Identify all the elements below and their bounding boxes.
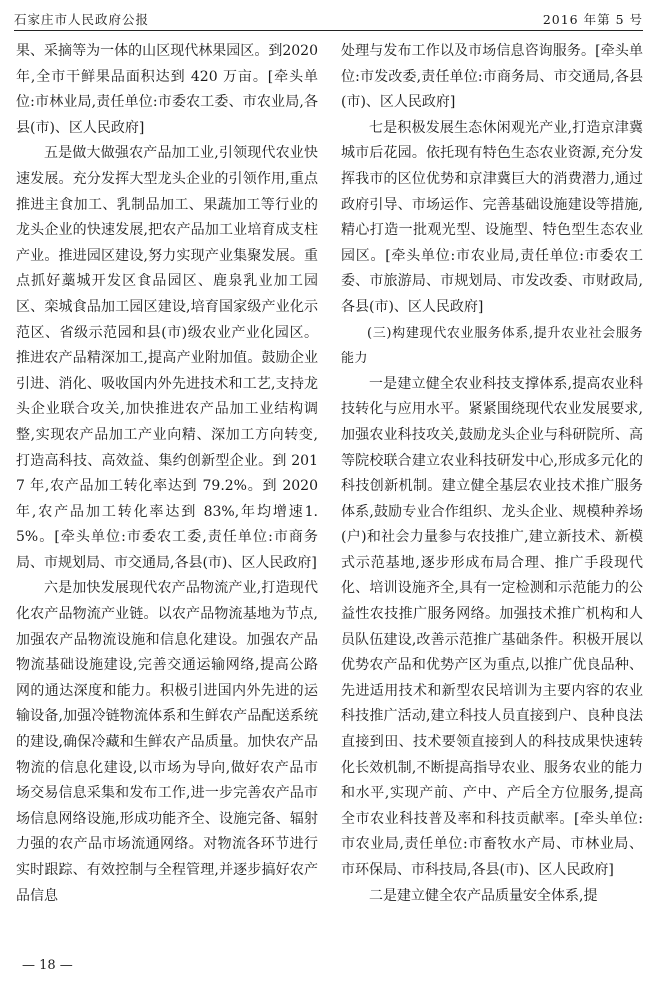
paragraph: 处理与发布工作以及市场信息咨询服务。[牵头单位:市发改委,责任单位:市商务局、市交通局,各县(市)、区人民政府] [341, 43, 643, 111]
page-header [14, 8, 643, 31]
left-column [16, 39, 318, 909]
section-heading: (三)构建现代农业服务体系,提升农业社会服务能力 [341, 325, 643, 367]
paragraph: 果、采摘等为一体的山区现代林果园区。到2020 年,全市干鲜果品面积达到 420 万亩。[牵头单位:市林业局,责任单位:市委农工委、市农业局,各县(市)、区人民政府] [16, 43, 318, 136]
right-column [341, 39, 643, 909]
paragraph: 六是加快发展现代农产品物流产业,打造现代化农产品物流产业链。以农产品物流基地为节点,加强农产品物流设施和信息化建设。加强农产品物流基础设施建设,完善交通运输网络,提高公路网的通达深度和能力。积极引进国内外先进的运输设备,加强冷链物流体系和生鲜农产品配送系统的建设,确保冷藏和生鲜农产品质量。加快农产品物流的信息化建设,以市场为导向,做好农产品市场交易信息采集和发布工作,进一步完善农产品市场信息网络设施,形成功能齐全、设施完备、辐射力强的农产品市场流通网络。对物流各环节进行实时跟踪、有效控制与全程管理,并逐步搞好农产品信息 [16, 580, 318, 904]
paragraph: 七是积极发展生态休闲观光产业,打造京津冀城市后花园。依托现有特色生态农业资源,充分发挥我市的区位优势和京津冀巨大的消费潜力,通过政府引导、市场运作、完善基础设施建设等措施,精心打造一批观光型、设施型、特色型生态农业园区。[牵头单位:市农业局,责任单位:市委农工委、市旅游局、市规划局、市发改委、市财政局,各县(市)、区人民政府] [341, 119, 643, 315]
page-number: — 18 — [22, 958, 73, 973]
paragraph: 五是做大做强农产品加工业,引领现代农业快速发展。充分发挥大型龙头企业的引领作用,重点推进主食加工、乳制品加工、果蔬加工等行业的龙头企业的快速发展,把农产品加工业培育成支柱产业。推进园区建设,努力实现产业集聚发展。重点抓好藁城开发区食品园区、鹿泉乳业加工园区、栾城食品加工园区建设,培育国家级产业化示范区、省级示范园和县(市)级农业产业化园区。推进农产品精深加工,提高产业附加值。鼓励企业引进、消化、吸收国内外先进技术和工艺,支持龙头企业联合攻关,加快推进农产品加工业结构调整,实现农产品加工产业向精、深加工方向转变,打造高科技、高效益、集约创新型企业。到 2017 年,农产品加工转化率达到 79.2%。到 2020 年,农产品加工转化率达到 83%,年均增速1.5%。[牵头单位:市委农工委,责任单位:市商务局、市规划局、市交通局,各县(市)、区人民政府] [16, 145, 318, 571]
paragraph: 一是建立健全农业科技支撑体系,提高农业科技转化与应用水平。紧紧围绕现代农业发展要求,加强农业科技攻关,鼓励龙头企业与科研院所、高等院校联合建立农业科技研发中心,形成多元化的科技创新机制。建立健全基层农业技术推广服务体系,鼓励专业合作组织、龙头企业、规模种养场(户)和社会力量参与农技推广,建立新技术、新模式示范基地,逐步形成布局合理、推广手段现代化、培训设施齐全,具有一定检测和示范能力的公益性农技推广服务网络。加强技术推广机构和人员队伍建设,改善示范推广基础条件。积极开展以优势农产品和优势产区为重点,以推广优良品种、先进适用技术和新型农民培训为主要内容的农业科技推广活动,建立科技人员直接到户、良种良法直接到田、技术要领直接到人的科技成果快速转化长效机制,不断提高指导农业、服务农业的能力和水平,实现产前、产中、产后全方位服务,提高全市农业科技普及率和科技贡献率。[牵头单位:市农业局,责任单位:市畜牧水产局、市林业局、市环保局、市科技局,各县(市)、区人民政府] [341, 375, 643, 878]
issue-number: 2016 年第 5 号 [542, 12, 643, 27]
paragraph: 二是建立健全农产品质量安全体系,提 [369, 887, 598, 904]
journal-title: 石家庄市人民政府公报 [14, 12, 150, 27]
